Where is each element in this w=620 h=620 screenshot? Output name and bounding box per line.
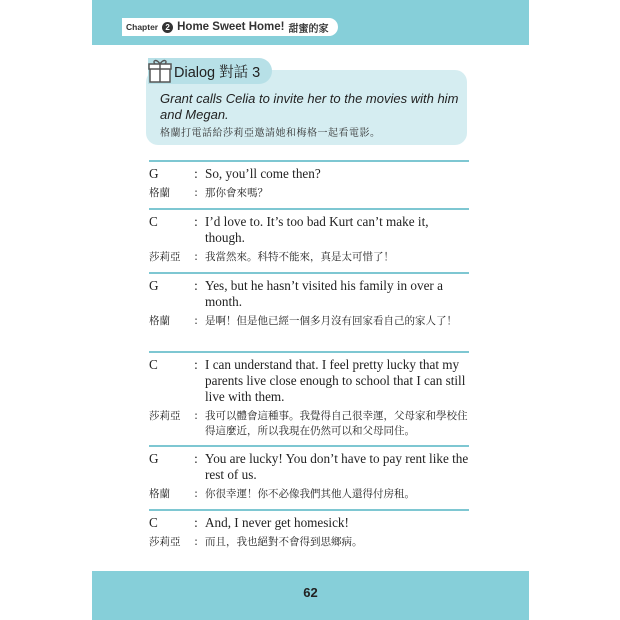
chapter-title-zh: 甜蜜的家 — [288, 23, 329, 35]
colon: : — [194, 515, 198, 530]
dialog-turn — [149, 214, 469, 265]
speaker-en: C — [149, 515, 158, 530]
chapter-word: Chapter — [126, 22, 159, 32]
dialog-turn — [149, 278, 469, 329]
speaker-zh: 莎莉亞 — [149, 536, 181, 548]
colon: : — [194, 251, 198, 263]
colon: : — [194, 166, 198, 181]
line-en: Yes, but he hasn’t visited his family in over a month. — [205, 278, 443, 309]
line-en: So, you’ll come then? — [205, 166, 321, 181]
speaker-en: C — [149, 214, 158, 229]
dialog-turn — [149, 451, 469, 502]
gift-icon — [148, 58, 172, 84]
line-en: You are lucky! You don’t have to pay rent like the rest of us. — [205, 451, 469, 482]
divider-line — [149, 445, 469, 447]
line-zh: 那你會來嗎？ — [205, 187, 268, 199]
footer-band — [92, 571, 529, 620]
line-en: I can understand that. I feel pretty lucky that my parents live close enough to school that I can still live with them. — [205, 357, 466, 404]
divider-line — [149, 509, 469, 511]
speaker-en: G — [149, 166, 159, 181]
scene-description-zh: 格蘭打電話給莎莉亞邀請她和梅格一起看電影。 — [160, 128, 381, 139]
line-zh: 我當然來。科特不能來，真是太可惜了！ — [205, 251, 394, 263]
colon: : — [194, 536, 198, 548]
colon: : — [194, 278, 198, 293]
colon: : — [194, 488, 198, 500]
line-zh: 我可以體會這種事。我覺得自己很幸運，父母家和學校住得這麼近，所以我現在仍然可以和父母同住。 — [205, 410, 468, 437]
divider-line — [149, 208, 469, 210]
line-zh: 是啊！但是他已經一個多月沒有回家看自己的家人了！ — [205, 315, 457, 327]
dialog-label: Dialog 對話 3 — [174, 64, 261, 81]
line-en: And, I never get homesick! — [205, 515, 349, 530]
colon: : — [194, 187, 198, 199]
divider-line — [149, 160, 469, 162]
divider-line — [149, 272, 469, 274]
line-zh: 你很幸運！你不必像我們其他人還得付房租。 — [205, 488, 415, 500]
colon: : — [194, 410, 198, 422]
chapter-number: 2 — [162, 22, 173, 33]
dialog-turn — [149, 357, 469, 439]
speaker-zh: 格蘭 — [149, 488, 170, 500]
scene-description-en: Grant calls Celia to invite her to the movies with him and Megan. — [160, 91, 459, 122]
colon: : — [194, 214, 198, 229]
speaker-en: G — [149, 278, 159, 293]
line-en: I’d love to. It’s too bad Kurt can’t make it, though. — [205, 214, 429, 245]
speaker-en: G — [149, 451, 159, 466]
chapter-tab — [122, 18, 338, 36]
colon: : — [194, 451, 198, 466]
dialog-turn — [149, 166, 469, 201]
speaker-zh: 格蘭 — [149, 187, 170, 199]
dialog-turn — [149, 515, 469, 550]
page-number: 62 — [303, 585, 318, 600]
speaker-en: C — [149, 357, 158, 372]
line-zh: 而且，我也絕對不會得到思鄉病。 — [205, 536, 363, 548]
speaker-zh: 莎莉亞 — [149, 251, 181, 263]
colon: : — [194, 357, 198, 372]
colon: : — [194, 315, 198, 327]
chapter-title: Home Sweet Home! — [177, 21, 285, 33]
divider-line — [149, 351, 469, 353]
speaker-zh: 格蘭 — [149, 315, 170, 327]
speaker-zh: 莎莉亞 — [149, 410, 181, 422]
